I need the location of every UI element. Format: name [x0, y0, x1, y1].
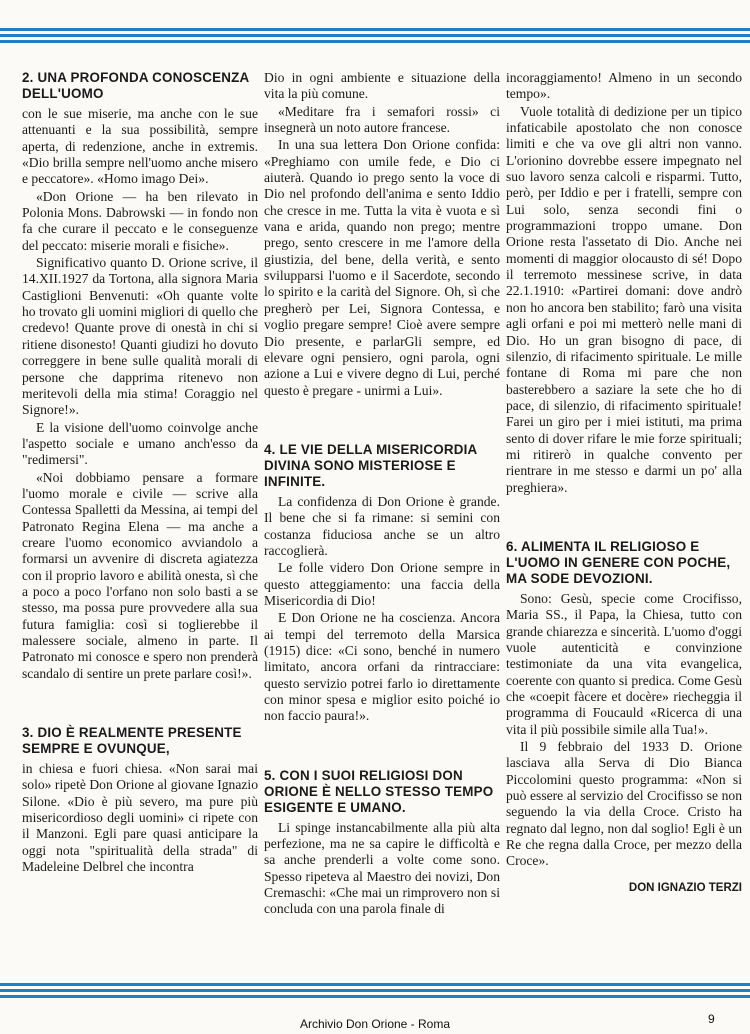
paragraph: «Meditare fra i semafori rossi» ci insegnerà un noto autore francese. — [264, 103, 500, 136]
column-2 — [264, 70, 500, 919]
author-signature: DON IGNAZIO TERZI — [628, 881, 742, 894]
paragraph: Significativo quanto D. Orione scrive, il 14.XII.1927 da Tortona, alla signora Maria Castiglioni Benvenuti: «Oh quante volte ho trovato gli uomini migliori di quello che credevo! Quante prove di onestà in chi si ritiene disonesto! Quanti giudizi ho dovuto correggere in bene sulle qualità morali di persone che dapprima ritenevo non meritevoli della mia stima! Coraggio nel Signore!». — [22, 255, 258, 418]
paragraph: in chiesa e fuori chiesa. «Non sarai mai solo» ripetè Don Orione al giovane Ignazio Silone. «Dio è più severo, ma pure più misericordioso degli uomini» ci ripete con il Manzoni. Egli pare quasi anticipare la oggi nota "spiritualità della strada" di Madeleine Delbrel che incontra — [22, 761, 258, 875]
paragraph: La confidenza di Don Orione è grande. Il bene che si fa rimane: si semini con costanza fiduciosa anche se un altro raccoglierà. — [264, 493, 500, 558]
bottom-blue-rule — [0, 983, 750, 1001]
paragraph: «Noi dobbiamo pensare a formare l'uomo morale e civile — scrive alla Contessa Spalletti da Messina, ai tempi del Patronato Regina Elena — ma anche a creare l'uomo economico avviandolo a formarsi un avvenire di discreta agiatezza con il proprio lavoro e abilità onesta, sì che a poco a poco l'orfano non solo basti a se stesso, ma possa pure provvedere alla sua futura famiglia: così si toglierebbe il malessere sociale, almeno in parte. Il Patronato mi conosce e spero non prenderà scandalo di sentire un prete parlare così!». — [22, 469, 258, 681]
section-6-heading: 6. ALIMENTA IL RELIGIOSO E L'UOMO IN GENERE CON POCHE, MA SODE DEVOZIONI. — [506, 538, 731, 586]
column-3 — [506, 70, 742, 896]
section-3-heading: 3. DIO È REALMENTE PRESENTE SEMPRE E OVUNQUE, — [22, 725, 242, 757]
paragraph: In una sua lettera Don Orione confida: «Preghiamo con umile fede, e Dio ci aiuterà. Quando io prego sento la voce di Dio nel profondo dell'anima e sento Iddio che cresce in me. Tutta la vita è vuota e sì vana e arida, quando non prego; mentre prego, sento crescere in me l'amore della giustizia, del bene, della verità, e sento svilupparsi l'uomo e il Sacerdote, secondo lo spirito e la carità del Signore. Oh, sì che pregherò per Lei, Signora Contessa, e voglio pregare sempre! Cioè avere sempre Dio presente, e parlarGli sempre, ed elevare ogni pensiero, ogni parola, ogni azione a Lui e vivere degno di Lui, perché questo è pregare - unirmi a Lui». — [264, 137, 500, 398]
column-1 — [22, 70, 258, 876]
paragraph: E Don Orione ne ha coscienza. Ancora ai tempi del terremoto della Marsica (1915) dice: «Ci sono, benché in numero limitato, ancora orfani da rintracciare: questo servizio potrei farlo io direttamente con minor spesa e miglior esito poiché io non faccio paura!». — [264, 610, 500, 724]
section-5-heading: 5. CON I SUOI RELIGIOSI DON ORIONE È NELLO STESSO TEMPO ESIGENTE E UMANO. — [264, 767, 494, 815]
paragraph: incoraggiamento! Almeno in un secondo tempo». — [506, 70, 742, 102]
paragraph: E la visione dell'uomo coinvolge anche l'aspetto sociale e umano anch'esso da "redimersi". — [22, 419, 258, 468]
paragraph: Le folle videro Don Orione sempre in questo atteggiamento: una faccia della Misericordia di Dio! — [264, 560, 500, 608]
paragraph: Il 9 febbraio del 1933 D. Orione lasciava alla Serva di Dio Bianca Piccolomini questo programma: «Non si può essere al servizio del Crocifisso se non seguendo la via della Croce. Cristo ha regnato dal legno, non dal soglio! Egli è un Re che regna dalla Croce, per mezzo della Croce». — [506, 739, 742, 869]
paragraph: con le sue miserie, ma anche con le sue attenuanti e la sua possibilità, sempre aperta, di redenzione, anche in extremis. «Dio brilla sempre nell'uomo anche misero e peccatore». «Homo imago Dei». — [22, 106, 258, 187]
section-2-heading: 2. UNA PROFONDA CONOSCENZA DELL'UOMO — [22, 70, 249, 101]
section-4-heading: 4. LE VIE DELLA MISERICORDIA DIVINA SONO MISTERIOSE E INFINITE. — [264, 441, 477, 489]
paragraph: Sono: Gesù, specie come Crocifisso, Maria SS., il Papa, la Chiesa, tutto con grande chiarezza e sincerità. L'uomo d'oggi vuole autenticità e convinzione testimoniate da una vita evangelica, coerente con quanto si predica. Come Gesù che «coepit fàcere et docère» riecheggia il programma di Foucauld «Ricerca di una vita il più possibile simile alla Tua!». — [506, 590, 742, 737]
paragraph: Li spinge instancabilmente alla più alta perfezione, ma ne sa capire le difficoltà e sa anche prenderli a volte come sono. Spesso ripeteva al Maestro dei novizi, Don Cremaschi: «Che mai un rimprovero non si concluda con una parola finale di — [264, 819, 500, 917]
page-number: 9 — [708, 1012, 715, 1026]
paragraph: «Don Orione — ha ben rilevato in Polonia Mons. Dabrowski — in fondo non fa che curare il peccato e le conseguenze del peccato: miserie morali e fisiche». — [22, 188, 258, 253]
paragraph: Vuole totalità di dedizione per un tipico infaticabile apostolato che non conosce limiti e che va ove gli altri non vanno. L'orionino dovrebbe essere impegnato nel suo lavoro senza calcoli e risparmi. Tutto, però, per Iddio e per i fratelli, sempre con Lui solo, senza secondi fini o programmazioni troppo umane. Don Orione resta l'assetato di Dio. Anche nei momenti di maggior olocausto di sé! Dopo il terremoto messinese scrive, in data 22.1.1910: «Partirei domani: dove andrò non ho ancora ben stabilito; farò una visita agli orfani e poi mi metterò nelle mani di Dio. Ho un gran bisogno di pace, di silenzio, di rifacimento spirituale. Le mille fontane di Roma mi pare che non basterebbero a saziare la sete che ho di pace, di silenzio, di rifacimento spirituale! Farei un giro per i miei istituti, ma prima sento di dover rifare le mie forze spirituali; mi ritirerò in qualche convento per rientrare in me stesso e darmi un po' alla preghiera». — [506, 103, 742, 495]
archive-credit: Archivio Don Orione - Roma — [299, 1017, 451, 1031]
paragraph: Dio in ogni ambiente e situazione della vita la più comune. — [264, 70, 500, 102]
top-blue-rule — [0, 28, 750, 46]
